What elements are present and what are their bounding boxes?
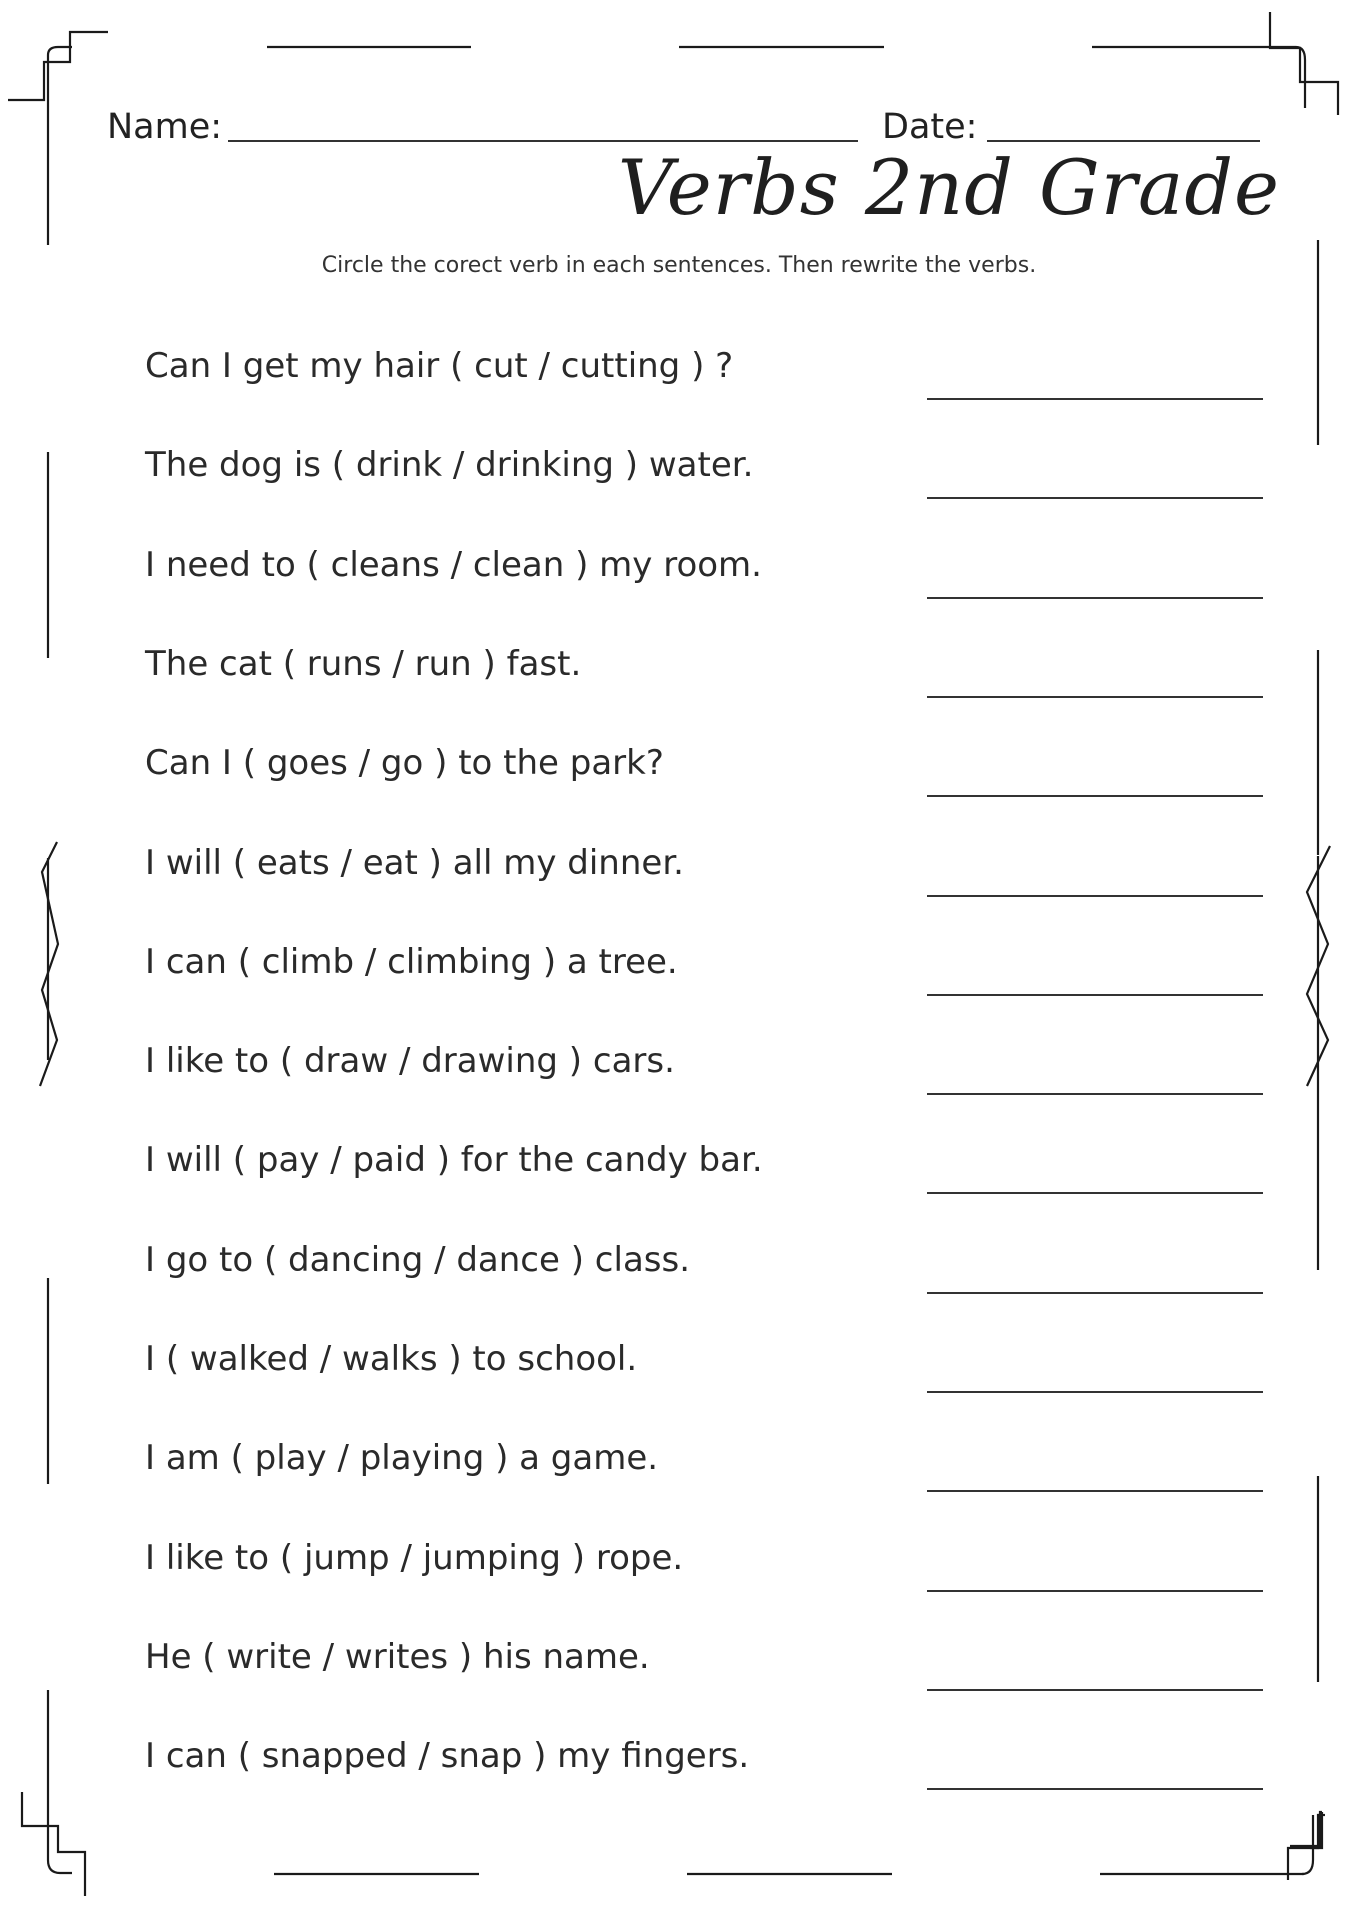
answer-line[interactable]: [927, 1590, 1263, 1592]
answer-line[interactable]: [927, 1093, 1263, 1095]
answer-line[interactable]: [927, 994, 1263, 996]
name-field[interactable]: [228, 140, 858, 142]
question-text[interactable]: Can I get my hair ( cut / cutting ) ?: [145, 346, 734, 386]
answer-line[interactable]: [927, 597, 1263, 599]
question-text[interactable]: The cat ( runs / run ) fast.: [145, 644, 582, 684]
question-text[interactable]: I can ( climb / climbing ) a tree.: [145, 942, 678, 982]
answer-line[interactable]: [927, 795, 1263, 797]
question-text[interactable]: Can I ( goes / go ) to the park?: [145, 743, 664, 783]
question-text[interactable]: I go to ( dancing / dance ) class.: [145, 1240, 691, 1280]
question-text[interactable]: I can ( snapped / snap ) my fingers.: [145, 1736, 750, 1776]
question-text[interactable]: I like to ( draw / drawing ) cars.: [145, 1041, 675, 1081]
answer-line[interactable]: [927, 1391, 1263, 1393]
instructions-text: Circle the corect verb in each sentences. Then rewrite the verbs.: [321, 253, 1037, 278]
question-row: [145, 1637, 1265, 1697]
question-row: [145, 1339, 1265, 1399]
question-row: [145, 1140, 1265, 1200]
answer-line[interactable]: [927, 1490, 1263, 1492]
question-row: [145, 843, 1265, 903]
question-row: [145, 743, 1265, 803]
question-text[interactable]: He ( write / writes ) his name.: [145, 1637, 650, 1677]
question-text[interactable]: The dog is ( drink / drinking ) water.: [145, 445, 754, 485]
question-row: [145, 942, 1265, 1002]
date-field[interactable]: [987, 140, 1260, 142]
answer-line[interactable]: [927, 1788, 1263, 1790]
answer-line[interactable]: [927, 398, 1263, 400]
question-row: [145, 445, 1265, 505]
name-label: Name:: [107, 107, 223, 147]
answer-line[interactable]: [927, 696, 1263, 698]
answer-line[interactable]: [927, 895, 1263, 897]
answer-line[interactable]: [927, 1192, 1263, 1194]
question-row: [145, 1538, 1265, 1598]
answer-line[interactable]: [927, 1292, 1263, 1294]
question-row: [145, 545, 1265, 605]
worksheet-title: Verbs 2nd Grade: [617, 143, 1280, 232]
question-row: [145, 346, 1265, 406]
question-text[interactable]: I am ( play / playing ) a game.: [145, 1438, 659, 1478]
question-text[interactable]: I need to ( cleans / clean ) my room.: [145, 545, 762, 585]
question-row: [145, 644, 1265, 704]
date-label: Date:: [882, 107, 978, 147]
question-row: [145, 1240, 1265, 1300]
answer-line[interactable]: [927, 1689, 1263, 1691]
question-text[interactable]: I like to ( jump / jumping ) rope.: [145, 1538, 684, 1578]
question-row: [145, 1041, 1265, 1101]
question-text[interactable]: I ( walked / walks ) to school.: [145, 1339, 638, 1379]
question-text[interactable]: I will ( eats / eat ) all my dinner.: [145, 843, 684, 883]
question-row: [145, 1438, 1265, 1498]
question-row: [145, 1736, 1265, 1796]
question-text[interactable]: I will ( pay / paid ) for the candy bar.: [145, 1140, 763, 1180]
answer-line[interactable]: [927, 497, 1263, 499]
